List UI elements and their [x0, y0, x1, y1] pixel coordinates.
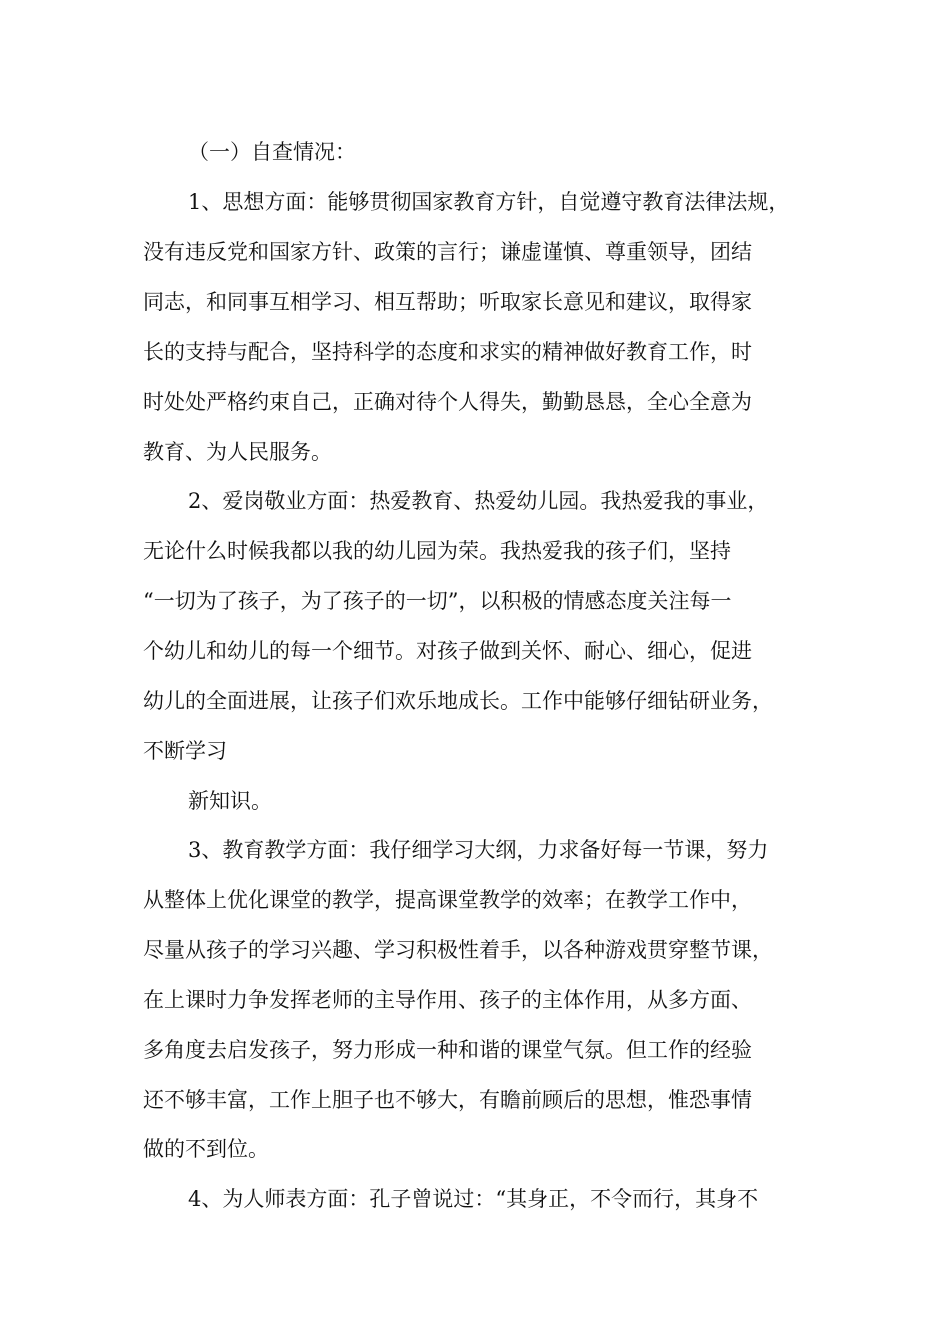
paragraph-line: 4、为人师表方面：孔子曾说过：“其身正，不令而行，其身不: [188, 1187, 759, 1211]
paragraph-line: 在上课时力争发挥老师的主导作用、孩子的主体作用，从多方面、: [143, 988, 752, 1012]
paragraph-line: 3、教育教学方面：我仔细学习大纲，力求备好每一节课，努力: [188, 838, 769, 862]
paragraph-line: 长的支持与配合，坚持科学的态度和求实的精神做好教育工作，时: [143, 340, 752, 364]
paragraph-line: 教育、为人民服务。: [143, 440, 332, 464]
paragraph-line: 无论什么时候我都以我的幼儿园为荣。我热爱我的孩子们，坚持: [143, 539, 731, 563]
section-heading: （一）自查情况：: [188, 140, 356, 164]
paragraph-line: 同志，和同事互相学习、相互帮助；听取家长意见和建议，取得家: [143, 290, 752, 314]
paragraph-line: 时处处严格约束自己，正确对待个人得失，勤勤恳恳，全心全意为: [143, 390, 752, 414]
paragraph-line: 幼儿的全面进展，让孩子们欢乐地成长。工作中能够仔细钻研业务，: [143, 689, 773, 713]
paragraph-line: 没有违反党和国家方针、政策的言行；谦虚谨慎、尊重领导，团结: [143, 240, 752, 264]
paragraph-line: 还不够丰富，工作上胆子也不够大，有瞻前顾后的思想，惟恐事情: [143, 1088, 752, 1112]
paragraph-line: 2、爱岗敬业方面：热爱教育、热爱幼儿园。我热爱我的事业，: [188, 489, 769, 513]
paragraph-line: 新知识。: [188, 789, 272, 813]
paragraph-line: 1、思想方面：能够贯彻国家教育方针，自觉遵守教育法律法规，: [188, 190, 790, 214]
paragraph-line: “一切为了孩子，为了孩子的一切”，以积极的情感态度关注每一: [143, 589, 732, 613]
paragraph-line: 多角度去启发孩子，努力形成一种和谐的课堂气氛。但工作的经验: [143, 1038, 752, 1062]
paragraph-line: 个幼儿和幼儿的每一个细节。对孩子做到关怀、耐心、细心，促进: [143, 639, 752, 663]
paragraph-line: 做的不到位。: [143, 1137, 269, 1161]
paragraph-line: 尽量从孩子的学习兴趣、学习积极性着手，以各种游戏贯穿整节课，: [143, 938, 773, 962]
paragraph-line: 从整体上优化课堂的教学，提高课堂教学的效率；在教学工作中，: [143, 888, 752, 912]
paragraph-line: 不断学习: [143, 739, 227, 763]
